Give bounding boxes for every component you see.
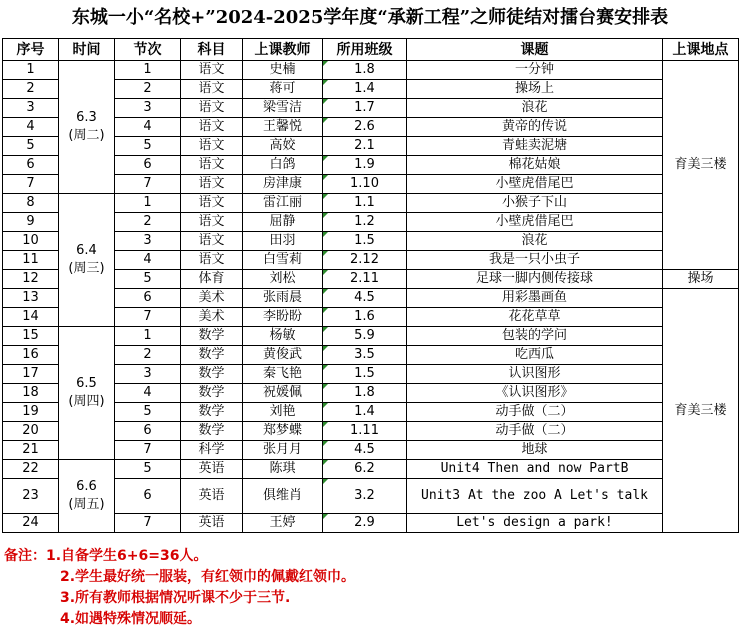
cell-period: 2 bbox=[115, 80, 181, 99]
cell-class: 1.8 bbox=[323, 61, 407, 80]
cell-no: 21 bbox=[3, 441, 59, 460]
cell-subject: 体育 bbox=[181, 270, 243, 289]
page-title: 东城一小“名校+”2024-2025学年度“承新工程”之师徒结对擂台赛安排表 bbox=[71, 7, 669, 28]
cell-topic: Let's design a park! bbox=[407, 514, 663, 533]
cell-class: 1.4 bbox=[323, 80, 407, 99]
cell-subject: 英语 bbox=[181, 460, 243, 479]
cell-class: 2.1 bbox=[323, 137, 407, 156]
cell-topic: 浪花 bbox=[407, 232, 663, 251]
header-row bbox=[3, 39, 739, 61]
cell-class: 1.9 bbox=[323, 156, 407, 175]
cell-class: 1.4 bbox=[323, 403, 407, 422]
cell-subject: 科学 bbox=[181, 441, 243, 460]
cell-period: 2 bbox=[115, 346, 181, 365]
cell-location-1: 育美三楼 bbox=[663, 61, 739, 270]
cell-period: 1 bbox=[115, 61, 181, 80]
cell-teacher: 梁雪洁 bbox=[243, 99, 323, 118]
cell-day-3 bbox=[59, 327, 115, 460]
cell-teacher: 祝媛佩 bbox=[243, 384, 323, 403]
cell-location-2: 操场 bbox=[663, 270, 739, 289]
cell-subject: 数学 bbox=[181, 365, 243, 384]
cell-topic: 认识图形 bbox=[407, 365, 663, 384]
cell-topic: 小壁虎借尾巴 bbox=[407, 175, 663, 194]
cell-topic: 《认识图形》 bbox=[407, 384, 663, 403]
cell-topic: 动手做（二） bbox=[407, 403, 663, 422]
cell-class: 2.9 bbox=[323, 514, 407, 533]
cell-no: 18 bbox=[3, 384, 59, 403]
cell-period: 5 bbox=[115, 460, 181, 479]
cell-no: 2 bbox=[3, 80, 59, 99]
note-line bbox=[4, 546, 734, 567]
cell-subject: 语文 bbox=[181, 80, 243, 99]
day-date: 6.5 bbox=[76, 376, 97, 391]
cell-subject: 语文 bbox=[181, 99, 243, 118]
cell-no: 8 bbox=[3, 194, 59, 213]
table-row bbox=[3, 61, 739, 80]
cell-topic: Unit3 At the zoo A Let's talk bbox=[407, 479, 663, 514]
cell-no: 14 bbox=[3, 308, 59, 327]
cell-period: 4 bbox=[115, 384, 181, 403]
cell-period: 5 bbox=[115, 403, 181, 422]
cell-subject: 美术 bbox=[181, 308, 243, 327]
cell-day-4 bbox=[59, 460, 115, 533]
cell-teacher: 田羽 bbox=[243, 232, 323, 251]
cell-teacher: 陈琪 bbox=[243, 460, 323, 479]
cell-no: 20 bbox=[3, 422, 59, 441]
cell-subject: 数学 bbox=[181, 327, 243, 346]
day-date: 6.4 bbox=[76, 243, 97, 258]
cell-topic: 棉花姑娘 bbox=[407, 156, 663, 175]
cell-period: 1 bbox=[115, 327, 181, 346]
cell-teacher: 俱维肖 bbox=[243, 479, 323, 514]
cell-no: 11 bbox=[3, 251, 59, 270]
cell-period: 3 bbox=[115, 232, 181, 251]
cell-teacher: 秦飞艳 bbox=[243, 365, 323, 384]
cell-no: 6 bbox=[3, 156, 59, 175]
cell-topic: 花花草草 bbox=[407, 308, 663, 327]
cell-period: 5 bbox=[115, 137, 181, 156]
cell-topic: 吃西瓜 bbox=[407, 346, 663, 365]
cell-class: 1.8 bbox=[323, 384, 407, 403]
notes-label: 备注： bbox=[4, 548, 46, 564]
cell-teacher: 屈静 bbox=[243, 213, 323, 232]
header-no: 序号 bbox=[3, 39, 59, 61]
day-weekday: (周三) bbox=[68, 261, 105, 276]
header-subject: 科目 bbox=[181, 39, 243, 61]
cell-no: 19 bbox=[3, 403, 59, 422]
cell-period: 3 bbox=[115, 365, 181, 384]
cell-period: 7 bbox=[115, 175, 181, 194]
cell-no: 13 bbox=[3, 289, 59, 308]
cell-topic: Unit4 Then and now PartB bbox=[407, 460, 663, 479]
cell-class: 1.7 bbox=[323, 99, 407, 118]
cell-teacher: 王婷 bbox=[243, 514, 323, 533]
cell-no: 1 bbox=[3, 61, 59, 80]
cell-day-1 bbox=[59, 61, 115, 194]
cell-period: 6 bbox=[115, 289, 181, 308]
cell-class: 1.1 bbox=[323, 194, 407, 213]
cell-class: 2.6 bbox=[323, 118, 407, 137]
table-row bbox=[3, 194, 739, 213]
note-item: 4.如遇特殊情况顺延。 bbox=[60, 611, 202, 627]
note-item: 2.学生最好统一服装，有红领巾的佩戴红领巾。 bbox=[60, 569, 356, 585]
cell-class: 2.11 bbox=[323, 270, 407, 289]
header-location: 上课地点 bbox=[663, 39, 739, 61]
cell-subject: 数学 bbox=[181, 384, 243, 403]
cell-no: 12 bbox=[3, 270, 59, 289]
header-class: 所用班级 bbox=[323, 39, 407, 61]
cell-teacher: 刘松 bbox=[243, 270, 323, 289]
cell-class: 1.11 bbox=[323, 422, 407, 441]
cell-class: 2.12 bbox=[323, 251, 407, 270]
cell-class: 5.9 bbox=[323, 327, 407, 346]
cell-period: 7 bbox=[115, 441, 181, 460]
cell-subject: 英语 bbox=[181, 514, 243, 533]
header-time: 时间 bbox=[59, 39, 115, 61]
cell-no: 17 bbox=[3, 365, 59, 384]
header-teacher: 上课教师 bbox=[243, 39, 323, 61]
cell-teacher: 黄俊武 bbox=[243, 346, 323, 365]
cell-subject: 语文 bbox=[181, 137, 243, 156]
cell-topic: 黄帝的传说 bbox=[407, 118, 663, 137]
cell-class: 1.10 bbox=[323, 175, 407, 194]
cell-class: 1.5 bbox=[323, 232, 407, 251]
cell-class: 1.2 bbox=[323, 213, 407, 232]
note-item: 1.自备学生6+6=36人。 bbox=[46, 548, 208, 564]
cell-period: 7 bbox=[115, 308, 181, 327]
cell-topic: 包装的学问 bbox=[407, 327, 663, 346]
cell-topic: 青蛙卖泥塘 bbox=[407, 137, 663, 156]
cell-topic: 用彩墨画鱼 bbox=[407, 289, 663, 308]
cell-no: 23 bbox=[3, 479, 59, 514]
table-row bbox=[3, 460, 739, 479]
cell-subject: 语文 bbox=[181, 194, 243, 213]
cell-period: 6 bbox=[115, 156, 181, 175]
notes bbox=[4, 546, 734, 630]
cell-subject: 语文 bbox=[181, 156, 243, 175]
cell-no: 24 bbox=[3, 514, 59, 533]
cell-subject: 美术 bbox=[181, 289, 243, 308]
cell-period: 7 bbox=[115, 514, 181, 533]
cell-topic: 一分钟 bbox=[407, 61, 663, 80]
cell-period: 4 bbox=[115, 251, 181, 270]
cell-teacher: 高姣 bbox=[243, 137, 323, 156]
day-weekday: (周二) bbox=[68, 128, 105, 143]
cell-teacher: 杨敏 bbox=[243, 327, 323, 346]
table-row bbox=[3, 327, 739, 346]
cell-class: 4.5 bbox=[323, 441, 407, 460]
cell-class: 4.5 bbox=[323, 289, 407, 308]
cell-teacher: 王馨悦 bbox=[243, 118, 323, 137]
cell-teacher: 张雨晨 bbox=[243, 289, 323, 308]
schedule-table bbox=[2, 38, 739, 533]
day-date: 6.3 bbox=[76, 110, 97, 125]
cell-teacher: 刘艳 bbox=[243, 403, 323, 422]
cell-period: 5 bbox=[115, 270, 181, 289]
cell-period: 2 bbox=[115, 213, 181, 232]
day-weekday: (周五) bbox=[68, 497, 105, 512]
cell-no: 5 bbox=[3, 137, 59, 156]
header-topic: 课题 bbox=[407, 39, 663, 61]
cell-period: 6 bbox=[115, 479, 181, 514]
day-weekday: (周四) bbox=[68, 394, 105, 409]
cell-topic: 足球一脚内侧传接球 bbox=[407, 270, 663, 289]
cell-subject: 数学 bbox=[181, 422, 243, 441]
cell-topic: 小猴子下山 bbox=[407, 194, 663, 213]
cell-subject: 语文 bbox=[181, 213, 243, 232]
cell-no: 10 bbox=[3, 232, 59, 251]
cell-subject: 语文 bbox=[181, 232, 243, 251]
day-date: 6.6 bbox=[76, 479, 97, 494]
cell-subject: 语文 bbox=[181, 118, 243, 137]
cell-topic: 我是一只小虫子 bbox=[407, 251, 663, 270]
cell-class: 3.5 bbox=[323, 346, 407, 365]
cell-period: 3 bbox=[115, 99, 181, 118]
cell-period: 6 bbox=[115, 422, 181, 441]
cell-teacher: 郑梦蝶 bbox=[243, 422, 323, 441]
cell-no: 22 bbox=[3, 460, 59, 479]
cell-teacher: 房津康 bbox=[243, 175, 323, 194]
cell-class: 1.5 bbox=[323, 365, 407, 384]
cell-no: 4 bbox=[3, 118, 59, 137]
cell-teacher: 蒋可 bbox=[243, 80, 323, 99]
cell-no: 3 bbox=[3, 99, 59, 118]
cell-subject: 数学 bbox=[181, 346, 243, 365]
cell-topic: 动手做（二） bbox=[407, 422, 663, 441]
cell-topic: 操场上 bbox=[407, 80, 663, 99]
cell-subject: 语文 bbox=[181, 175, 243, 194]
cell-teacher: 张月月 bbox=[243, 441, 323, 460]
note-item: 3.所有教师根据情况听课不少于三节. bbox=[60, 590, 291, 606]
cell-no: 9 bbox=[3, 213, 59, 232]
cell-teacher: 雷江丽 bbox=[243, 194, 323, 213]
header-period: 节次 bbox=[115, 39, 181, 61]
cell-subject: 语文 bbox=[181, 61, 243, 80]
cell-period: 1 bbox=[115, 194, 181, 213]
cell-topic: 浪花 bbox=[407, 99, 663, 118]
cell-subject: 数学 bbox=[181, 403, 243, 422]
cell-location-3: 育美三楼 bbox=[663, 289, 739, 533]
cell-class: 3.2 bbox=[323, 479, 407, 514]
cell-no: 16 bbox=[3, 346, 59, 365]
cell-topic: 地球 bbox=[407, 441, 663, 460]
cell-day-2 bbox=[59, 194, 115, 327]
cell-teacher: 李盼盼 bbox=[243, 308, 323, 327]
cell-teacher: 白鸽 bbox=[243, 156, 323, 175]
cell-period: 4 bbox=[115, 118, 181, 137]
cell-no: 15 bbox=[3, 327, 59, 346]
cell-topic: 小壁虎借尾巴 bbox=[407, 213, 663, 232]
cell-subject: 语文 bbox=[181, 251, 243, 270]
cell-teacher: 史楠 bbox=[243, 61, 323, 80]
cell-class: 6.2 bbox=[323, 460, 407, 479]
cell-subject: 英语 bbox=[181, 479, 243, 514]
cell-no: 7 bbox=[3, 175, 59, 194]
cell-class: 1.6 bbox=[323, 308, 407, 327]
cell-teacher: 白雪莉 bbox=[243, 251, 323, 270]
